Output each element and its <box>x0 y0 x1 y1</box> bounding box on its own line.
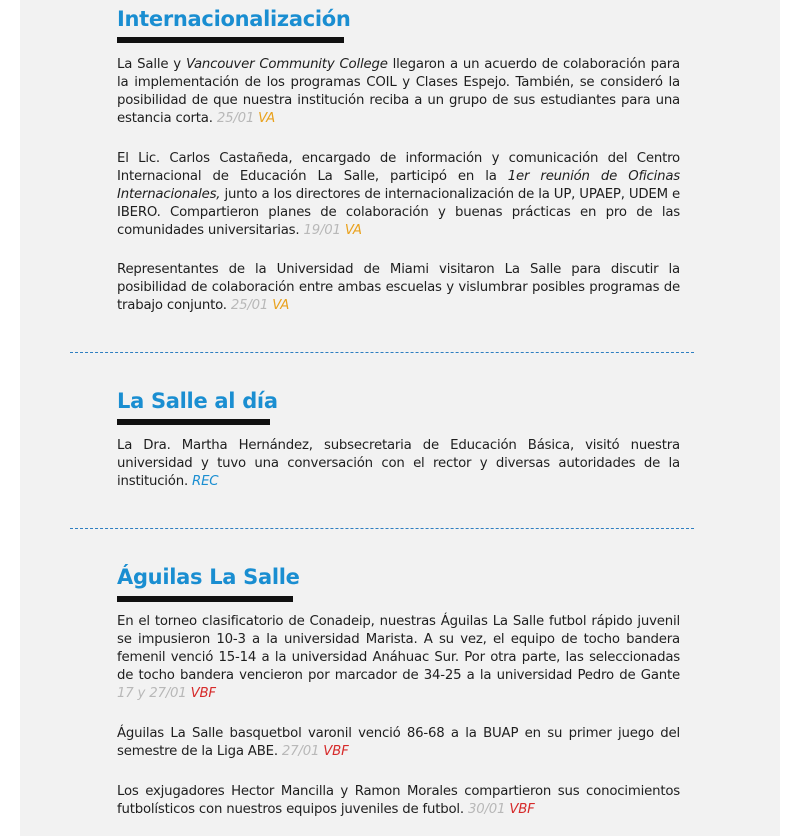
news-item-conadeip <box>117 613 680 703</box>
news-text: junto a los directores de internacionalización de la UP, UPAEP, UDEM e IBERO. Compartieron planes de colaboración y buenas prácticas en pro de las comunidades universitarias. <box>117 187 680 238</box>
news-item-miami <box>117 261 680 315</box>
news-date: 17 y 27/01 <box>117 686 187 701</box>
news-tag: VA <box>258 111 276 126</box>
news-text: En el torneo clasificatorio de Conadeip, nuestras Águilas La Salle futbol rápido juvenil se impusieron 10-3 a la universidad Marista. A su vez, el equipo de tocho bandera femenil venció 15-14 a la universidad Anáhuac Sur. Por otra parte, las seleccionadas de tocho bandera vencieron por marcador de 34-25 a la universidad Pedro de Gante <box>117 614 680 683</box>
section-title-la-salle-al-dia: La Salle al día <box>117 389 278 413</box>
news-item-basquetbol <box>117 725 680 761</box>
news-text: El Lic. Carlos Castañeda, encargado de información y comunicación del Centro Internacional de Educación La Salle, participó en la <box>117 151 680 184</box>
news-date: 27/01 <box>281 744 320 759</box>
news-item-exjugadores <box>117 783 680 819</box>
news-item-oficinas-internacionales <box>117 150 680 240</box>
section-divider <box>70 528 694 529</box>
news-italic-text: 1er reunión de Oficinas Internacionales, <box>117 169 681 202</box>
news-tag: REC <box>192 474 219 489</box>
news-text: La Dra. Martha Hernández, subsecretaria de Educación Básica, visitó nuestra universidad y tuvo una conversación con el rector y diversas autoridades de la institución. <box>117 438 680 489</box>
news-item-vancouver <box>117 56 680 128</box>
news-tag: VBF <box>509 802 535 817</box>
news-text: La Salle y <box>117 57 186 72</box>
news-tag: VA <box>344 223 362 238</box>
news-text: Los exjugadores Hector Mancilla y Ramon Morales compartieron sus conocimientos futbolísticos con nuestros equipos juveniles de futbol. <box>117 784 680 817</box>
news-tag: VA <box>272 298 290 313</box>
news-text: Águilas La Salle basquetbol varonil venció 86-68 a la BUAP en su primer juego del semestre de la Liga ABE. <box>117 726 680 759</box>
news-tag: VBF <box>190 686 216 701</box>
section-title-underline <box>117 419 270 425</box>
news-italic-text: Vancouver Community College <box>185 57 388 72</box>
section-title-aguilas-la-salle: Águilas La Salle <box>117 565 300 589</box>
section-title-underline <box>117 596 293 602</box>
news-tag: VBF <box>323 744 349 759</box>
news-date: 25/01 <box>230 298 269 313</box>
news-date: 19/01 <box>303 223 341 238</box>
section-title-underline <box>117 37 344 43</box>
news-text: Representantes de la Universidad de Miami visitaron La Salle para discutir la posibilidad de colaboración entre ambas escuelas y vislumbrar posibles programas de trabajo conjunto. <box>117 262 680 313</box>
news-text: llegaron a un acuerdo de colaboración para la implementación de los programas COIL y Clases Espejo. También, se consideró la posibilidad de que nuestra institución reciba a un grupo de sus estudiantes para una estancia corta. <box>117 57 680 126</box>
section-divider <box>70 352 694 353</box>
news-date: 25/01 <box>216 111 255 126</box>
news-date: 30/01 <box>467 802 506 817</box>
news-item-martha-hernandez <box>117 437 680 491</box>
section-title-internacionalizacion: Internacionalización <box>117 7 351 31</box>
